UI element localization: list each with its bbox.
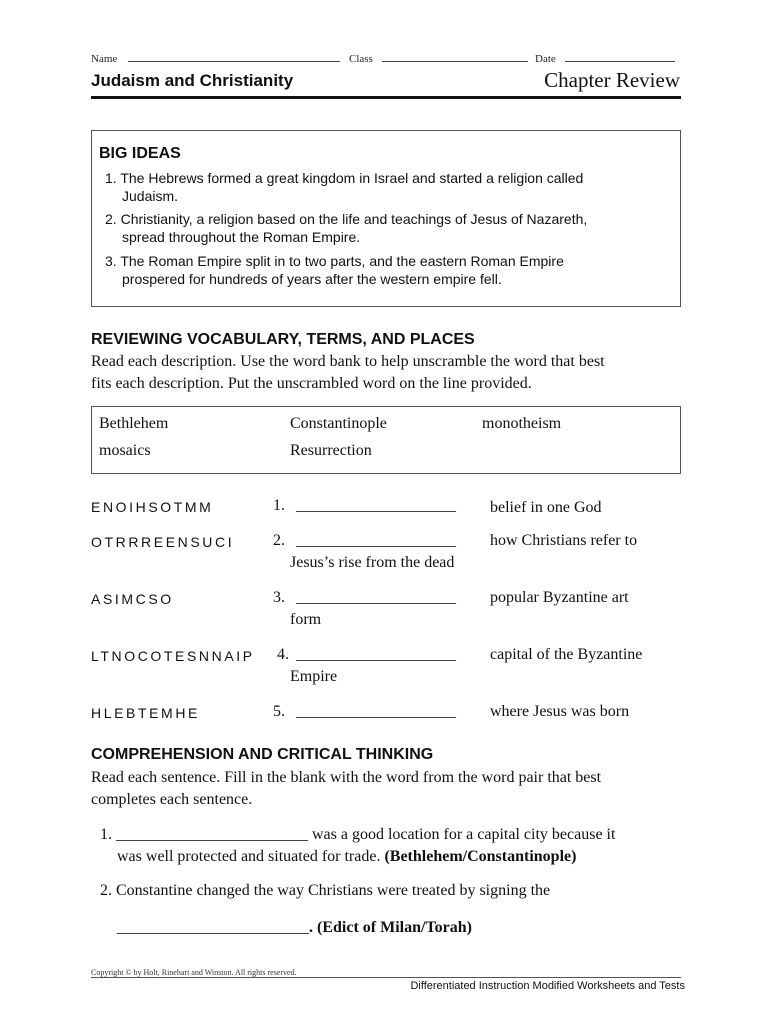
name-field[interactable]	[128, 52, 340, 62]
big-idea-1	[105, 169, 675, 205]
question-1	[100, 824, 680, 868]
question-2-answer	[117, 917, 472, 939]
big-ideas-title: BIG IDEAS	[99, 145, 181, 162]
answer-blank[interactable]: ____________________	[296, 497, 456, 514]
big-idea-text: Judaism.	[122, 188, 179, 204]
big-idea-2	[105, 210, 675, 246]
big-idea-text: spread throughout the Roman Empire.	[122, 229, 361, 245]
definition-line: where Jesus was born	[490, 703, 630, 720]
word-bank-item: Constantinople	[290, 415, 387, 432]
class-label: Class	[349, 53, 373, 65]
question-2	[100, 880, 680, 902]
date-line	[535, 52, 675, 65]
question-text: was a good location for a capital city because it	[308, 826, 616, 843]
word-pair: . (Edict of Milan/Torah)	[309, 919, 472, 936]
word-bank-item: Resurrection	[290, 442, 372, 459]
scrambled-word: HLEBTEMHE	[91, 705, 200, 721]
comprehension-instructions-line: completes each sentence.	[91, 791, 253, 808]
question-number: 2.	[100, 882, 112, 899]
big-idea-3	[105, 252, 675, 288]
page-title: Judaism and Christianity	[91, 71, 294, 90]
scrambled-word: LTNOCOTESNNAIP	[91, 648, 255, 664]
date-label: Date	[535, 53, 556, 65]
big-idea-text: Christianity, a religion based on the life and teachings of Jesus of Nazareth,	[120, 211, 588, 227]
header-rule	[91, 96, 681, 99]
footer-series: Differentiated Instruction Modified Worksheets and Tests	[410, 980, 685, 992]
word-bank-item: Bethlehem	[99, 415, 169, 432]
question-text: Constantine changed the way Christians were treated by signing the	[116, 882, 551, 899]
scrambled-word: OTRRREENSUCI	[91, 534, 235, 550]
word-pair: (Bethlehem/Constantinople)	[384, 848, 577, 865]
vocab-instructions	[91, 351, 605, 395]
definition-line: Empire	[290, 668, 338, 685]
vocab-instructions-line: Read each description. Use the word bank to help unscramble the word that best	[91, 353, 605, 370]
big-idea-num: 2.	[105, 211, 117, 227]
question-number: 1.	[100, 826, 112, 843]
definition-line: popular Byzantine art	[490, 589, 629, 606]
item-number: 1.	[273, 497, 285, 514]
word-bank-item: monotheism	[482, 415, 562, 432]
item-number: 5.	[273, 703, 285, 720]
chapter-label: Chapter Review	[544, 68, 680, 92]
item-number: 2.	[273, 532, 285, 549]
name-label: Name	[91, 53, 118, 65]
item-number: 4.	[277, 646, 289, 663]
class-line	[349, 52, 528, 65]
answer-blank[interactable]: ____________________	[296, 703, 456, 720]
answer-blank[interactable]: ____________________	[296, 532, 456, 549]
comprehension-instructions	[91, 767, 601, 811]
question-text: was well protected and situated for trade.	[117, 848, 385, 865]
word-bank-item: mosaics	[99, 442, 151, 459]
big-idea-num: 1.	[105, 170, 117, 186]
name-line	[91, 52, 340, 65]
question-blank[interactable]: ________________________	[117, 919, 309, 936]
big-idea-text: prospered for hundreds of years after the western empire fell.	[122, 271, 502, 287]
scrambled-word: ASIMCSO	[91, 591, 174, 607]
big-idea-num: 3.	[105, 253, 117, 269]
answer-blank[interactable]: ____________________	[296, 589, 456, 606]
definition-line: belief in one God	[490, 499, 602, 516]
definition-line: capital of the Byzantine	[490, 646, 643, 663]
answer-blank[interactable]: ____________________	[296, 646, 456, 663]
definition	[490, 497, 602, 519]
comprehension-instructions-line: Read each sentence. Fill in the blank with the word from the word pair that best	[91, 769, 602, 786]
scrambled-word: ENOIHSOTMM	[91, 499, 214, 515]
copyright-notice: Copyright © by Holt, Rinehart and Winston. All rights reserved.	[91, 968, 297, 977]
date-field[interactable]	[565, 52, 675, 62]
big-idea-text: The Roman Empire split in to two parts, and the eastern Roman Empire	[120, 253, 564, 269]
definition-line: how Christians refer to	[490, 532, 638, 549]
vocab-instructions-line: fits each description. Put the unscrambled word on the line provided.	[91, 375, 532, 392]
question-blank[interactable]: ________________________	[116, 826, 308, 843]
class-field[interactable]	[382, 52, 528, 62]
definition-line: form	[290, 611, 322, 628]
vocab-heading: REVIEWING VOCABULARY, TERMS, AND PLACES	[91, 331, 475, 348]
big-idea-text: The Hebrews formed a great kingdom in Israel and started a religion called	[120, 170, 584, 186]
item-number: 3.	[273, 589, 285, 606]
definition-line: Jesus’s rise from the dead	[290, 554, 455, 571]
footer-rule	[91, 977, 681, 978]
comprehension-heading: COMPREHENSION AND CRITICAL THINKING	[91, 746, 434, 763]
